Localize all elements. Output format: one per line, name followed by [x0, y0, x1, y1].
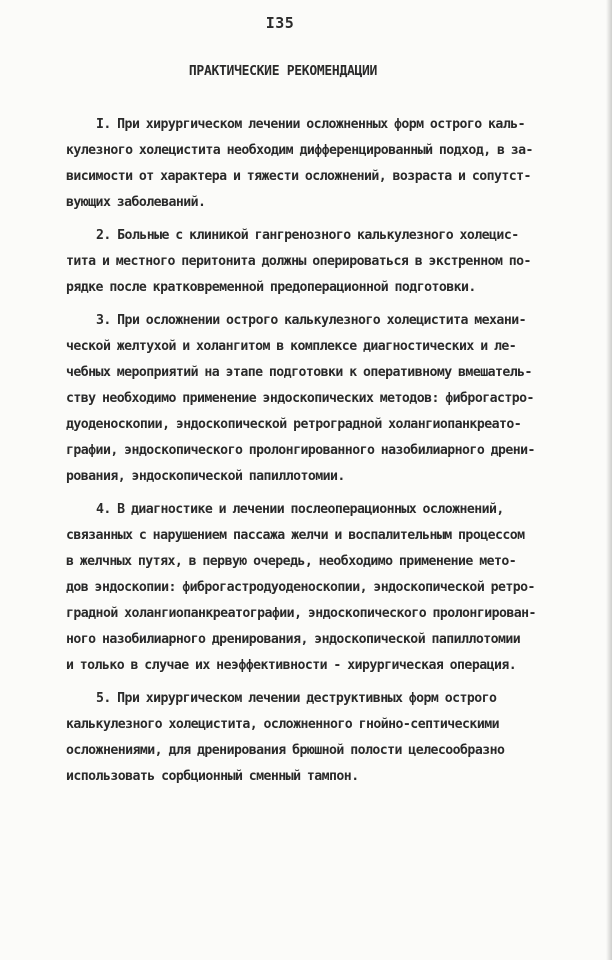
text-line: рования, эндоскопической папиллотомии. [66, 469, 345, 484]
text-line: графии, эндоскопического пролонгированного назобилиарного дрени- [66, 443, 535, 458]
text-line: ческой желтухой и холангитом в комплексе диагностических и ле- [66, 339, 517, 354]
text-line: 4. В диагностике и лечении послеоперационных осложнений, [96, 502, 504, 517]
recommendation-2 [66, 223, 588, 301]
recommendation-3 [66, 308, 588, 490]
text-line: в желчных путях, в первую очередь, необходимо применение мето- [66, 554, 517, 569]
recommendation-5 [66, 686, 588, 790]
text-line: дов эндоскопии: фиброгастродуоденоскопии, эндоскопической ретро- [66, 580, 535, 595]
text-line: использовать сорбционный сменный тампон. [66, 769, 359, 784]
text-line: тита и местного перитонита должны оперироваться в экстренном по- [66, 254, 531, 269]
page-edge-shadow [606, 0, 612, 960]
text-line: 2. Больные с клиникой гангренозного калькулезного холецис- [96, 228, 519, 243]
text-line: кулезного холецистита необходим дифференцированный подход, в за- [66, 143, 533, 158]
text-line: 5. При хирургическом лечении деструктивных форм острого [96, 691, 497, 706]
recommendations-list [66, 112, 588, 797]
recommendation-1 [66, 112, 588, 216]
text-line: вующих заболеваний. [66, 195, 206, 210]
text-line: I. При хирургическом лечении осложненных форм острого каль- [96, 117, 525, 132]
text-line: калькулезного холецистита, осложненного гнойно-септическими [66, 717, 499, 732]
section-heading: ПРАКТИЧЕСКИЕ РЕКОМЕНДАЦИИ [188, 64, 378, 79]
text-line: чебных мероприятий на этапе подготовки к оперативному вмешатель- [66, 365, 532, 380]
text-line: ного назобилиарного дренирования, эндоскопической папиллотомии [66, 632, 521, 647]
text-line: 3. При осложнении острого калькулезного холецистита механи- [96, 313, 526, 328]
page-number: I35 [265, 14, 295, 32]
text-line: висимости от характера и тяжести осложнений, возраста и сопутст- [66, 169, 531, 184]
text-line: дуоденоскопии, эндоскопической ретроградной холангиопанкреато- [66, 417, 522, 432]
text-line: осложнениями, для дренирования брюшной полости целесообразно [66, 743, 505, 758]
text-line: градной холангиопанкреатографии, эндоскопического пролонгирован- [66, 606, 536, 621]
text-line: рядке после кратковременной предоперационной подготовки. [66, 280, 476, 295]
text-line: и только в случае их неэффективности - хирургическая операция. [66, 658, 517, 673]
text-line: связанных с нарушением пассажа желчи и воспалительным процессом [66, 528, 525, 543]
text-line: ству необходимо применение эндоскопических методов: фиброгастро- [66, 391, 534, 406]
recommendation-4 [66, 497, 588, 679]
